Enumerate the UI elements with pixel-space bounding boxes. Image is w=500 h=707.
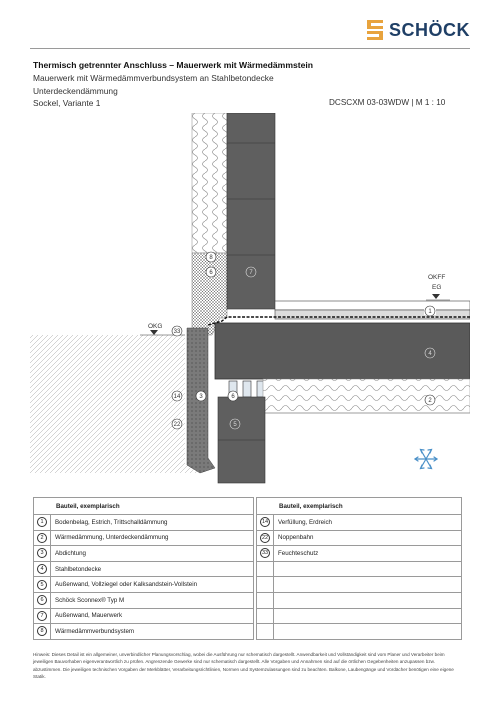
table-row: 7 Außenwand, Mauerwerk xyxy=(34,608,254,624)
svg-text:6: 6 xyxy=(231,394,235,400)
table-row xyxy=(257,592,462,608)
soil-fill xyxy=(30,335,200,473)
okg-label: OKG xyxy=(148,323,163,330)
disclaimer-note: Hinweis: Dieses Detail ist ein allgemeiner, unverbindlicher Planungsvorschlag, wobei die Ausführung nur schematisch dargestellt. Anwendbarkeit und Vollständigkeit sind vom Planer und Verarbeiter beim jeweiligen Bauvorhaben eigenverantwortlich zu prüfen. Angrenzende Gewerke sind nur schematisch dargestellt. Alle Vorgaben und Annahmen sind auf die örtlichen Gegebenheiten anzupassen bzw. abzustimmen. Die jeweiligen technischen Vorgaben der Merkblätter, Verarbeitungsrichtlinien, Normen und Systemzulassungen sind zu beachten. Balkone, Laubengänge und Vordächer benötigen eine eigene Statik. xyxy=(33,652,454,679)
marker-33 xyxy=(172,326,182,336)
level-triangle-icon xyxy=(432,294,440,299)
svg-text:3: 3 xyxy=(199,394,203,400)
marker-2 xyxy=(425,395,435,405)
legend-header-left: Bauteil, exemplarisch xyxy=(34,498,254,515)
etics-insulation xyxy=(192,113,227,253)
marker-22 xyxy=(172,419,182,429)
svg-text:8: 8 xyxy=(209,255,213,261)
svg-text:22: 22 xyxy=(173,422,181,428)
table-row: 14 Verfüllung, Erdreich xyxy=(257,515,462,531)
marker-6 xyxy=(228,391,238,401)
table-row: 2 Wärmedämmung, Unterdeckendämmung xyxy=(34,530,254,546)
marker-3 xyxy=(196,391,206,401)
floor-buildup xyxy=(275,301,470,310)
table-row: 8 Wärmedämmverbundsystem xyxy=(34,624,254,640)
svg-text:2: 2 xyxy=(428,398,432,404)
header-divider xyxy=(30,48,470,49)
table-row: 1 Bodenbelag, Estrich, Trittschalldämmung xyxy=(34,515,254,531)
svg-text:4: 4 xyxy=(428,351,432,357)
drawing-code: DCSCXM 03-03WDW | M 1 : 10 xyxy=(329,98,446,107)
brand-name: SCHÖCK xyxy=(389,20,471,40)
marker-4 xyxy=(425,348,435,358)
svg-text:33: 33 xyxy=(173,329,181,335)
level-triangle-icon xyxy=(150,330,158,335)
svg-text:14: 14 xyxy=(173,394,181,400)
okff-label: OKFF xyxy=(428,274,446,281)
marker-1 xyxy=(424,305,436,316)
table-row: 5 Außenwand, Vollziegel oder Kalksandstein-Vollstein xyxy=(34,577,254,593)
schoeck-logo-icon xyxy=(367,20,383,40)
legend-table-left xyxy=(33,497,254,640)
eg-label: EG xyxy=(432,284,442,291)
legend-table-right xyxy=(256,497,462,640)
marker-14 xyxy=(172,391,182,401)
table-row xyxy=(257,624,462,640)
table-row xyxy=(257,577,462,593)
subtitle-line-2: Unterdeckendämmung xyxy=(33,86,118,96)
legend-header-right: Bauteil, exemplarisch xyxy=(257,498,462,515)
svg-text:7: 7 xyxy=(249,270,253,276)
marker-5 xyxy=(230,419,240,429)
svg-text:6: 6 xyxy=(209,270,213,276)
masonry-wall xyxy=(227,113,275,309)
table-row: 3 Abdichtung xyxy=(34,546,254,562)
brand-logo xyxy=(367,18,472,44)
page-title: Thermisch getrennter Anschluss – Mauerwerk mit Wärmedämmstein xyxy=(33,60,314,70)
marker-6a xyxy=(206,267,216,277)
subtitle-line-1: Mauerwerk mit Wärmedämmverbundsystem an Stahlbetondecke xyxy=(33,73,274,83)
marker-8 xyxy=(206,252,216,262)
snowflake-icon xyxy=(415,450,437,469)
under-slab-insulation xyxy=(263,379,470,413)
table-row: 6 Schöck Sconnex® Typ M xyxy=(34,592,254,608)
table-row xyxy=(257,608,462,624)
svg-text:1: 1 xyxy=(428,309,432,315)
marker-7 xyxy=(246,267,256,277)
subtitle-line-3: Sockel, Variante 1 xyxy=(33,98,101,108)
svg-text:5: 5 xyxy=(233,422,237,428)
table-row: 33 Feuchteschutz xyxy=(257,546,462,562)
section-drawing xyxy=(30,113,470,485)
table-row: 4 Stahlbetondecke xyxy=(34,561,254,577)
table-row: 22 Noppenbahn xyxy=(257,530,462,546)
table-row xyxy=(257,561,462,577)
